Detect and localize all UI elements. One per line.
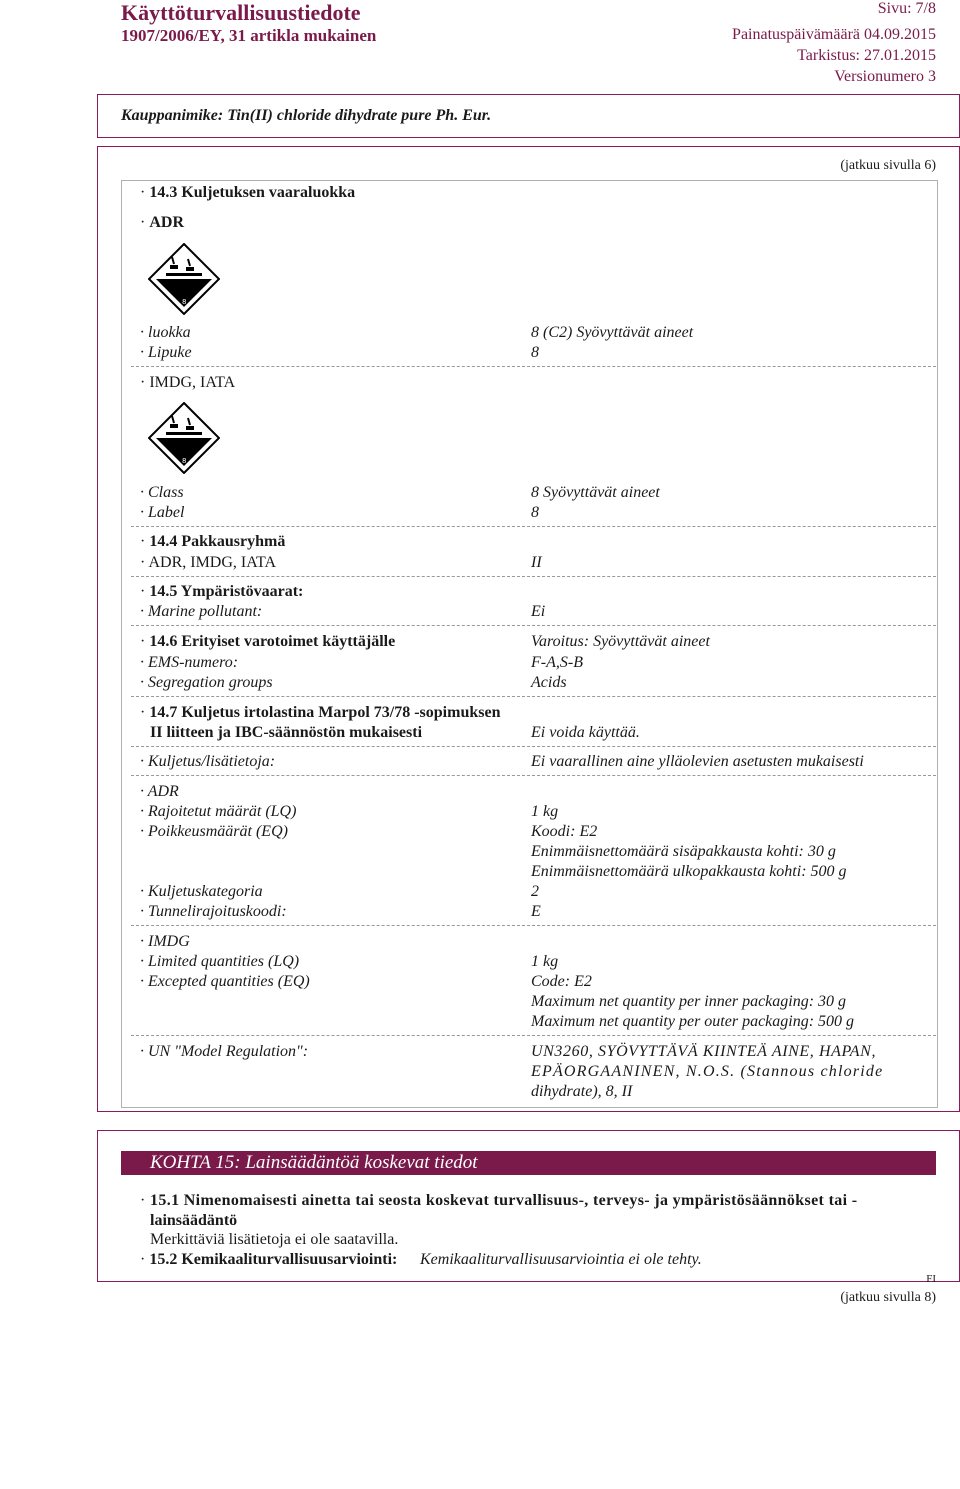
corrosive-hazard-icon	[148, 402, 220, 474]
marine-pollutant-label: · Marine pollutant:	[140, 602, 262, 622]
category-value: 2	[531, 883, 539, 900]
ems-value: F-A,S-B	[531, 654, 583, 671]
category-label: · Kuljetuskategoria	[140, 882, 263, 902]
lipuke-value: 8	[531, 344, 539, 361]
s15-1-heading-line2: lainsäädäntö	[150, 1212, 238, 1229]
divider	[131, 775, 936, 776]
s14-6-heading-value: Varoitus: Syövyttävät aineet	[531, 633, 710, 650]
s14-4-heading: · 14.4 Pakkausryhmä	[140, 532, 285, 552]
imdg-lq-label: · Limited quantities (LQ)	[140, 952, 299, 972]
imdg-lq-value: 1 kg	[531, 953, 559, 970]
divider	[131, 925, 936, 926]
continued-to: (jatkuu sivulla 8)	[840, 1290, 936, 1305]
divider	[131, 696, 936, 697]
eq-value-inner: Enimmäisnettomäärä sisäpakkausta kohti: 30 g	[531, 843, 836, 860]
svg-text:8: 8	[182, 457, 187, 465]
segregation-label: · Segregation groups	[140, 673, 273, 693]
divider	[131, 366, 936, 367]
s14-3-heading: · 14.3 Kuljetuksen vaaraluokka	[140, 183, 355, 203]
luokka-value: 8 (C2) Syövyttävät aineet	[531, 324, 694, 341]
label-label: · Label	[140, 503, 184, 523]
eq-label: · Poikkeusmäärät (EQ)	[140, 822, 288, 842]
imdg-iata-label: · IMDG, IATA	[140, 373, 235, 393]
s15-2-text: Kemikaaliturvallisuusarviointia ei ole tehty.	[420, 1251, 702, 1268]
s14-7-heading-line2: II liitteen ja IBC-säännöstön mukaisesti	[150, 724, 423, 741]
luokka-label: · luokka	[140, 323, 191, 343]
divider	[131, 1035, 936, 1036]
segregation-value: Acids	[531, 674, 567, 691]
s14-7-heading-line1: · 14.7 Kuljetus irtolastina Marpol 73/78 -sopimuksen	[140, 703, 500, 723]
corrosive-hazard-icon	[148, 243, 220, 315]
s15-2-label: · 15.2 Kemikaaliturvallisuusarviointi:	[140, 1250, 397, 1270]
section-15-title: KOHTA 15: Lainsäädäntöä koskevat tiedot	[150, 1152, 478, 1173]
s15-1-heading-line1: · 15.1 Nimenomaisesti ainetta tai seosta koskevat turvallisuus-, terveys- ja ympäristösäännökset tai -	[140, 1191, 857, 1211]
imdg-eq-outer: Maximum net quantity per outer packaging: 500 g	[531, 1013, 855, 1030]
lq-value: 1 kg	[531, 803, 559, 820]
un-value-line3: dihydrate), 8, II	[531, 1083, 633, 1100]
document-subtitle: 1907/2006/EY, 31 artikla mukainen	[121, 26, 377, 45]
s14-4-value: II	[531, 554, 542, 571]
imdg-eq-code: Code: E2	[531, 973, 592, 990]
un-value-line2: EPÄORGAANINEN, N.O.S. (Stannous chloride	[531, 1063, 884, 1080]
class-label: · Class	[140, 483, 184, 503]
eq-value-code: Koodi: E2	[531, 823, 598, 840]
s14-7-value: Ei voida käyttää.	[531, 724, 640, 741]
label-value: 8	[531, 504, 539, 521]
page-number: Sivu: 7/8	[877, 0, 936, 17]
divider	[131, 625, 936, 626]
version-number: Versionumero 3	[834, 68, 936, 85]
s14-3-adr: · ADR	[140, 213, 184, 233]
s14-5-heading: · 14.5 Ympäristövaarat:	[140, 582, 303, 602]
un-value-line1: UN3260, SYÖVYTTÄVÄ KIINTEÄ AINE, HAPAN,	[531, 1043, 877, 1060]
s14-6-heading: · 14.6 Erityiset varotoimet käyttäjälle	[140, 632, 395, 652]
imdg-eq-inner: Maximum net quantity per inner packaging: 30 g	[531, 993, 847, 1010]
adr-subheading: · ADR	[140, 782, 179, 802]
divider	[131, 576, 936, 577]
lq-label: · Rajoitetut määrät (LQ)	[140, 802, 296, 822]
continued-from: (jatkuu sivulla 6)	[840, 158, 936, 173]
ems-label: · EMS-numero:	[140, 653, 238, 673]
imdg-subheading: · IMDG	[140, 932, 190, 952]
eq-value-outer: Enimmäisnettomäärä ulkopakkausta kohti: 500 g	[531, 863, 847, 880]
language-code: FI	[926, 1273, 936, 1285]
extra-label: · Kuljetus/lisätietoja:	[140, 752, 275, 772]
revision-date: Tarkistus: 27.01.2015	[797, 47, 936, 64]
divider	[131, 526, 936, 527]
lipuke-label: · Lipuke	[140, 343, 192, 363]
tunnel-label: · Tunnelirajoituskoodi:	[140, 902, 287, 922]
trade-name: Kauppanimike: Tin(II) chloride dihydrate pure Ph. Eur.	[121, 107, 492, 124]
marine-pollutant-value: Ei	[531, 603, 546, 620]
class-value: 8 Syövyttävät aineet	[531, 484, 660, 501]
svg-text:8: 8	[182, 298, 187, 306]
print-date: Painatuspäivämäärä 04.09.2015	[732, 26, 936, 43]
s15-1-text: Merkittäviä lisätietoja ei ole saatavilla.	[150, 1231, 399, 1248]
extra-value: Ei vaarallinen aine ylläolevien asetusten mukaisesti	[531, 753, 864, 770]
tunnel-value: E	[531, 903, 541, 920]
document-title: Käyttöturvallisuustiedote	[121, 0, 361, 25]
imdg-eq-label: · Excepted quantities (EQ)	[140, 972, 310, 992]
un-label: · UN "Model Regulation":	[140, 1042, 308, 1062]
s14-4-label: · ADR, IMDG, IATA	[140, 553, 276, 573]
divider	[131, 746, 936, 747]
